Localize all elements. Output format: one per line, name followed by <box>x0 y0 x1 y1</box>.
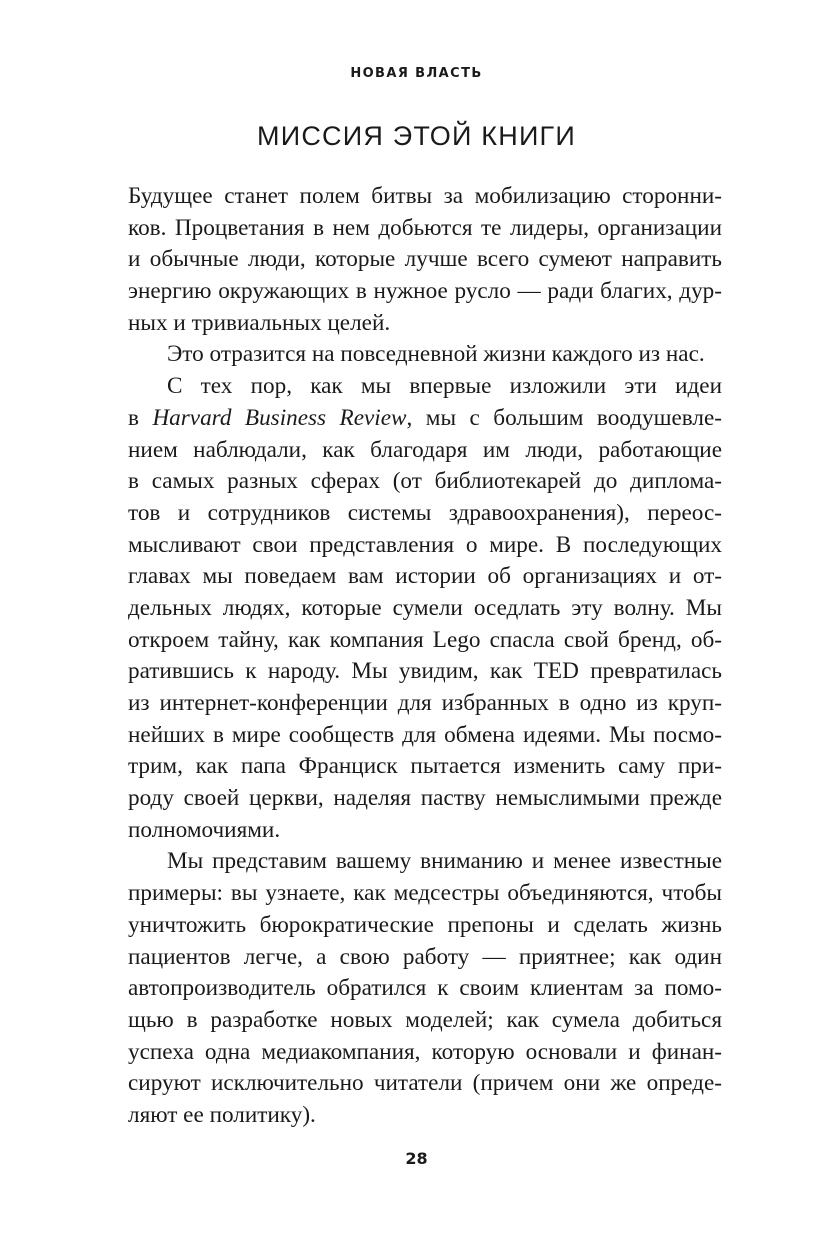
text-line: роду своей церкви, наделяя паству немыслимыми прежде <box>128 785 722 812</box>
text-line: примеры: вы узнаете, как медсестры объединяются, чтобы <box>128 880 722 907</box>
body-text <box>128 181 722 1132</box>
text-line: тов и сотрудников системы здравоохранения), переос- <box>128 499 722 526</box>
text-line: из интернет-конференции для избранных в одно из круп- <box>128 690 722 716</box>
text-line: сируют исключительно читатели (причем они же опреде- <box>128 1070 722 1097</box>
text-line: автопроизводитель обратился к своим клиентам за помо- <box>128 975 722 1002</box>
text-line: нием наблюдали, как благодаря им люди, работающие <box>128 436 722 463</box>
text-line: пациентов легче, а свою работу — приятнее; как один <box>128 943 722 970</box>
text-line: мысливают свои представления о мире. В последующих <box>128 531 722 558</box>
text-line: щью в разработке новых моделей; как сумела добиться <box>128 1006 722 1033</box>
text-line: ков. Процветания в нем добьются те лидеры, организации <box>128 214 722 241</box>
running-head: НОВАЯ ВЛАСТЬ <box>350 66 483 81</box>
text-line: откроем тайну, как компания Lego спасла свой бренд, об- <box>128 626 722 653</box>
text-fragment: в <box>128 404 153 431</box>
text-line: С тех пор, как мы впервые изложили эти идеи <box>167 373 722 400</box>
text-line: Мы представим вашему вниманию и менее известные <box>167 848 722 875</box>
text-line: и обычные люди, которые лучше всего сумеют направить <box>128 246 722 273</box>
text-line: нейших в мире сообществ для обмена идеями. Мы посмо- <box>128 721 722 748</box>
page-number: 28 <box>405 1149 428 1168</box>
text-line: дельных людях, которые сумели оседлать эту волну. Мы <box>128 594 722 621</box>
chapter-title: МИССИЯ ЭТОЙ КНИГИ <box>257 121 576 151</box>
text-line: главах мы поведаем вам истории об организациях и от- <box>128 563 722 590</box>
text-line: успеха одна медиакомпания, которую основали и финан- <box>128 1038 722 1065</box>
text-line: Будущее станет полем битвы за мобилизацию сторонни- <box>128 183 722 209</box>
text-line: ляют ее политику). <box>128 1101 316 1128</box>
journal-title-italic: Harvard Business Review <box>152 404 407 431</box>
text-line: в самых разных сферах (от библиотекарей до диплома- <box>128 468 722 495</box>
text-line: энергию окружающих в нужное русло — ради благих, дур- <box>128 278 722 305</box>
text-line: ратившись к народу. Мы увидим, как TED превратилась <box>128 658 722 685</box>
text-line: ных и тривиальных целей. <box>128 309 391 336</box>
text-line: трим, как папа Франциск пытается изменить саму при- <box>128 753 722 780</box>
text-fragment: , мы с большим воодушевле- <box>406 404 722 431</box>
text-line-with-italic <box>128 403 722 435</box>
text-line: полномочиями. <box>128 816 281 843</box>
text-line: Это отразится на повседневной жизни каждого из нас. <box>167 341 705 368</box>
text-line: уничтожить бюрократические препоны и сделать жизнь <box>128 911 722 938</box>
